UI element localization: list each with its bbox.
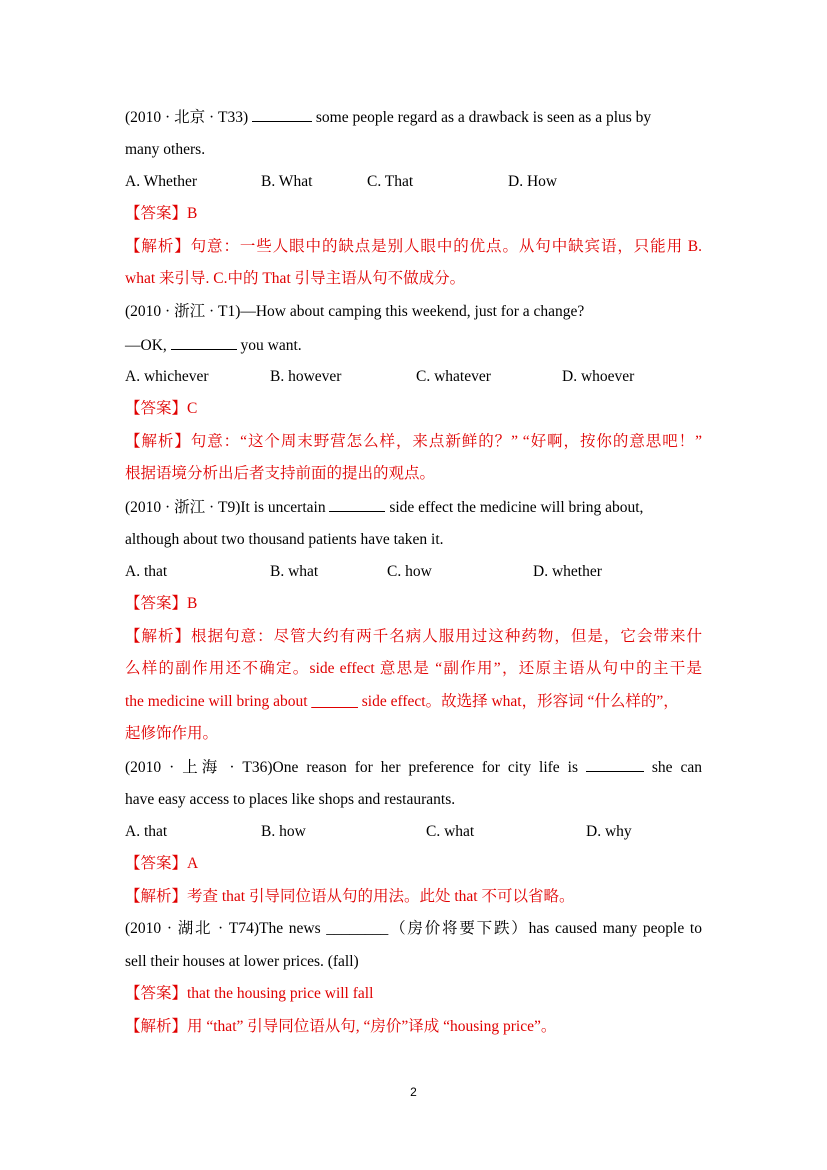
option-c: C. whatever <box>416 368 491 385</box>
option-a: A. that <box>125 823 168 840</box>
question-4-line-2: have easy access to places like shops and restaurants. <box>125 791 456 808</box>
answer-blank <box>171 335 237 350</box>
question-1-line-1: (2010 · 北京 · T33) some people regard as a drawback is seen as a plus by <box>125 109 652 126</box>
question-1-explanation-1: 【解析】句意：一些人眼中的缺点是别人眼中的优点。从句中缺宾语，只能用 B. <box>125 238 702 255</box>
question-1-answer: 【答案】B <box>125 205 198 222</box>
question-1-line-2: many others. <box>125 141 206 158</box>
question-3-explanation-1: 【解析】根据句意：尽管大约有两千名病人服用过这种药物，但是，它会带来什 <box>125 628 702 645</box>
question-4-explanation-1: 【解析】考查 that 引导同位语从句的用法。此处 that 不可以省略。 <box>125 888 575 905</box>
option-c: C. what <box>426 823 475 840</box>
option-a: A. that <box>125 563 168 580</box>
answer-blank <box>252 107 312 122</box>
question-5-explanation-1: 【解析】用 “that” 引导同位语从句, “房价”译成 “housing price”。 <box>125 1018 557 1035</box>
option-b: B. how <box>261 823 306 840</box>
question-3-answer: 【答案】B <box>125 595 198 612</box>
question-2-line-2: —OK, you want. <box>125 337 302 354</box>
question-2-explanation-1: 【解析】句意：“这个周末野营怎么样，来点新鲜的？” “好啊，按你的意思吧！” <box>125 433 702 450</box>
question-3-explanation-2: 么样的副作用还不确定。side effect 意思是 “副作用”，还原主语从句中的主干是 <box>125 660 702 677</box>
question-5-line-2: sell their houses at lower prices. (fall) <box>125 953 359 970</box>
question-4-line-1: (2010 · 上海 · T36)One reason for her preference for city life is she can <box>125 759 703 776</box>
question-4-options <box>125 822 702 842</box>
option-d: D. whether <box>533 563 602 580</box>
option-c: C. That <box>367 173 414 190</box>
question-3-explanation-4: 起修饰作用。 <box>125 725 219 742</box>
question-5-answer: 【答案】that the housing price will fall <box>125 985 374 1002</box>
answer-blank <box>586 757 644 772</box>
option-c: C. how <box>387 563 432 580</box>
question-2-line-1: (2010 · 浙江 · T1)—How about camping this weekend, just for a change? <box>125 303 585 320</box>
question-3-explanation-3: the medicine will bring about ______ side effect。故选择 what，形容词 “什么样的”， <box>125 693 679 710</box>
page-number: 2 <box>410 1085 417 1099</box>
answer-blank <box>329 497 385 512</box>
question-5-line-1: (2010 · 湖北 · T74)The news ________（房价将要下跌）has caused many people to <box>125 920 702 937</box>
option-b: B. however <box>270 368 342 385</box>
option-a: A. Whether <box>125 173 198 190</box>
question-4-answer: 【答案】A <box>125 855 199 872</box>
option-d: D. How <box>508 173 558 190</box>
option-a: A. whichever <box>125 368 209 385</box>
question-3-line-1: (2010 · 浙江 · T9)It is uncertain side effect the medicine will bring about, <box>125 499 644 516</box>
question-1-explanation-2: what 来引导. C.中的 That 引导主语从句不做成分。 <box>125 270 466 287</box>
option-b: B. What <box>261 173 313 190</box>
question-2-options <box>125 367 702 387</box>
question-3-line-2: although about two thousand patients have taken it. <box>125 531 444 548</box>
option-b: B. what <box>270 563 319 580</box>
option-d: D. why <box>586 823 632 840</box>
question-2-answer: 【答案】C <box>125 400 198 417</box>
option-d: D. whoever <box>562 368 635 385</box>
underlined-blank: ______ <box>311 693 358 710</box>
question-3-options <box>125 562 702 582</box>
question-1-options <box>125 172 702 192</box>
question-2-explanation-2: 根据语境分析出后者支持前面的提出的观点。 <box>125 465 436 482</box>
